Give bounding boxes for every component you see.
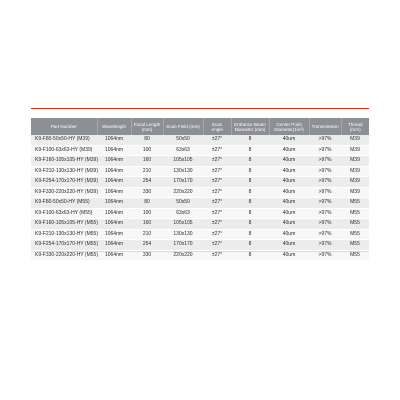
cell-scan-angle: ±27° <box>203 177 231 188</box>
cell-scan-field: 220x220 <box>163 187 203 198</box>
cell-scan-field: 105x105 <box>163 219 203 230</box>
table-row <box>31 187 369 198</box>
header-wavelength: Wavelength <box>97 118 131 135</box>
cell-part-number: K9-F330-220x220-HY (M39) <box>31 187 97 198</box>
cell-focal-length: 254 <box>131 240 163 251</box>
cell-entrance-beam-diameter: 8 <box>231 198 269 209</box>
cell-focal-length: 210 <box>131 229 163 240</box>
table-row <box>31 219 369 230</box>
cell-entrance-beam-diameter: 8 <box>231 187 269 198</box>
cell-center-point-diameter: 40um <box>269 145 309 156</box>
cell-focal-length: 160 <box>131 156 163 167</box>
cell-center-point-diameter: 40um <box>269 229 309 240</box>
cell-part-number: K9-F100-63x63-HY (M55) <box>31 208 97 219</box>
cell-entrance-beam-diameter: 8 <box>231 229 269 240</box>
cell-wavelength: 1064nm <box>97 177 131 188</box>
cell-transmission: >97% <box>309 240 341 251</box>
cell-wavelength: 1064nm <box>97 145 131 156</box>
cell-focal-length: 80 <box>131 198 163 209</box>
cell-thread: M55 <box>341 240 369 251</box>
cell-thread: M55 <box>341 229 369 240</box>
cell-focal-length: 210 <box>131 166 163 177</box>
table-row <box>31 135 369 145</box>
cell-entrance-beam-diameter: 8 <box>231 219 269 230</box>
accent-divider <box>31 108 369 109</box>
cell-focal-length: 100 <box>131 145 163 156</box>
table-row <box>31 156 369 167</box>
cell-entrance-beam-diameter: 8 <box>231 250 269 261</box>
cell-part-number: K9-F210-130x130-HY (M39) <box>31 166 97 177</box>
cell-scan-field: 50x50 <box>163 135 203 145</box>
header-thread: Thread (mm) <box>341 118 369 135</box>
cell-scan-angle: ±27° <box>203 208 231 219</box>
header-scan-angle: Scan Angle <box>203 118 231 135</box>
cell-transmission: >97% <box>309 145 341 156</box>
cell-transmission: >97% <box>309 135 341 145</box>
cell-thread: M39 <box>341 177 369 188</box>
cell-scan-field: 130x130 <box>163 166 203 177</box>
cell-entrance-beam-diameter: 8 <box>231 177 269 188</box>
cell-scan-field: 170x170 <box>163 240 203 251</box>
cell-wavelength: 1064nm <box>97 219 131 230</box>
cell-thread: M55 <box>341 198 369 209</box>
header-scan-field: Scan Field (mm) <box>163 118 203 135</box>
cell-entrance-beam-diameter: 8 <box>231 156 269 167</box>
cell-center-point-diameter: 40um <box>269 156 309 167</box>
cell-thread: M39 <box>341 187 369 198</box>
cell-scan-angle: ±27° <box>203 219 231 230</box>
cell-focal-length: 100 <box>131 208 163 219</box>
cell-scan-angle: ±27° <box>203 156 231 167</box>
cell-thread: M39 <box>341 145 369 156</box>
table-header-row <box>31 118 369 135</box>
cell-entrance-beam-diameter: 8 <box>231 240 269 251</box>
bottom-divider <box>31 251 369 252</box>
cell-scan-field: 63x63 <box>163 145 203 156</box>
table-row <box>31 208 369 219</box>
table-row <box>31 198 369 209</box>
cell-center-point-diameter: 40um <box>269 208 309 219</box>
cell-thread: M39 <box>341 166 369 177</box>
cell-focal-length: 330 <box>131 250 163 261</box>
cell-transmission: >97% <box>309 177 341 188</box>
cell-center-point-diameter: 40um <box>269 135 309 145</box>
cell-center-point-diameter: 40um <box>269 240 309 251</box>
cell-part-number: K9-F254-170x170-HY (M55) <box>31 240 97 251</box>
cell-transmission: >97% <box>309 198 341 209</box>
table-row <box>31 240 369 251</box>
cell-transmission: >97% <box>309 219 341 230</box>
cell-part-number: K9-F160-105x105-HY (M39) <box>31 156 97 167</box>
cell-center-point-diameter: 40um <box>269 166 309 177</box>
cell-transmission: >97% <box>309 250 341 261</box>
cell-entrance-beam-diameter: 8 <box>231 135 269 145</box>
cell-entrance-beam-diameter: 8 <box>231 145 269 156</box>
table-row <box>31 166 369 177</box>
cell-focal-length: 80 <box>131 135 163 145</box>
cell-thread: M55 <box>341 219 369 230</box>
cell-scan-angle: ±27° <box>203 145 231 156</box>
cell-wavelength: 1064nm <box>97 156 131 167</box>
cell-part-number: K9-F160-105x105-HY (M55) <box>31 219 97 230</box>
cell-scan-field: 170x170 <box>163 177 203 188</box>
cell-focal-length: 254 <box>131 177 163 188</box>
cell-part-number: K9-F330-220x220-HY (M55) <box>31 250 97 261</box>
cell-center-point-diameter: 40um <box>269 219 309 230</box>
spec-table <box>31 118 369 261</box>
cell-transmission: >97% <box>309 229 341 240</box>
cell-transmission: >97% <box>309 187 341 198</box>
table-row <box>31 229 369 240</box>
header-center-point-diameter: Center Point Diameter(1/e²) <box>269 118 309 135</box>
cell-scan-angle: ±27° <box>203 250 231 261</box>
cell-scan-angle: ±27° <box>203 240 231 251</box>
cell-wavelength: 1064nm <box>97 187 131 198</box>
table-body <box>31 135 369 261</box>
cell-scan-angle: ±27° <box>203 198 231 209</box>
cell-scan-angle: ±27° <box>203 135 231 145</box>
cell-thread: M39 <box>341 135 369 145</box>
cell-part-number: K9-F100-63x63-HY (M39) <box>31 145 97 156</box>
cell-wavelength: 1064nm <box>97 250 131 261</box>
cell-focal-length: 330 <box>131 187 163 198</box>
header-focal-length: Focal Length (mm) <box>131 118 163 135</box>
cell-scan-angle: ±27° <box>203 229 231 240</box>
cell-scan-field: 63x63 <box>163 208 203 219</box>
cell-entrance-beam-diameter: 8 <box>231 166 269 177</box>
cell-center-point-diameter: 40um <box>269 187 309 198</box>
table-row <box>31 177 369 188</box>
cell-scan-angle: ±27° <box>203 166 231 177</box>
cell-wavelength: 1064nm <box>97 229 131 240</box>
cell-focal-length: 160 <box>131 219 163 230</box>
cell-wavelength: 1064nm <box>97 135 131 145</box>
cell-scan-field: 105x105 <box>163 156 203 167</box>
cell-transmission: >97% <box>309 166 341 177</box>
cell-center-point-diameter: 40um <box>269 198 309 209</box>
cell-thread: M55 <box>341 250 369 261</box>
cell-part-number: K9-F80-50x50-HY (M55) <box>31 198 97 209</box>
cell-transmission: >97% <box>309 208 341 219</box>
table-row <box>31 145 369 156</box>
cell-scan-field: 130x130 <box>163 229 203 240</box>
cell-scan-angle: ±27° <box>203 187 231 198</box>
header-transmission: Transmission <box>309 118 341 135</box>
cell-scan-field: 50x50 <box>163 198 203 209</box>
cell-thread: M55 <box>341 208 369 219</box>
cell-wavelength: 1064nm <box>97 198 131 209</box>
cell-center-point-diameter: 40um <box>269 177 309 188</box>
cell-entrance-beam-diameter: 8 <box>231 208 269 219</box>
header-entrance-beam-diameter: Entrance Beam Diameter (mm) <box>231 118 269 135</box>
header-part-number: Part Number <box>31 118 97 135</box>
cell-part-number: K9-F210-130x130-HY (M55) <box>31 229 97 240</box>
cell-transmission: >97% <box>309 156 341 167</box>
cell-scan-field: 220x220 <box>163 250 203 261</box>
cell-part-number: K9-F80-50x50-HY (M39) <box>31 135 97 145</box>
cell-part-number: K9-F254-170x170-HY (M39) <box>31 177 97 188</box>
cell-thread: M39 <box>341 156 369 167</box>
cell-wavelength: 1064nm <box>97 208 131 219</box>
cell-wavelength: 1064nm <box>97 166 131 177</box>
cell-wavelength: 1064nm <box>97 240 131 251</box>
cell-center-point-diameter: 40um <box>269 250 309 261</box>
